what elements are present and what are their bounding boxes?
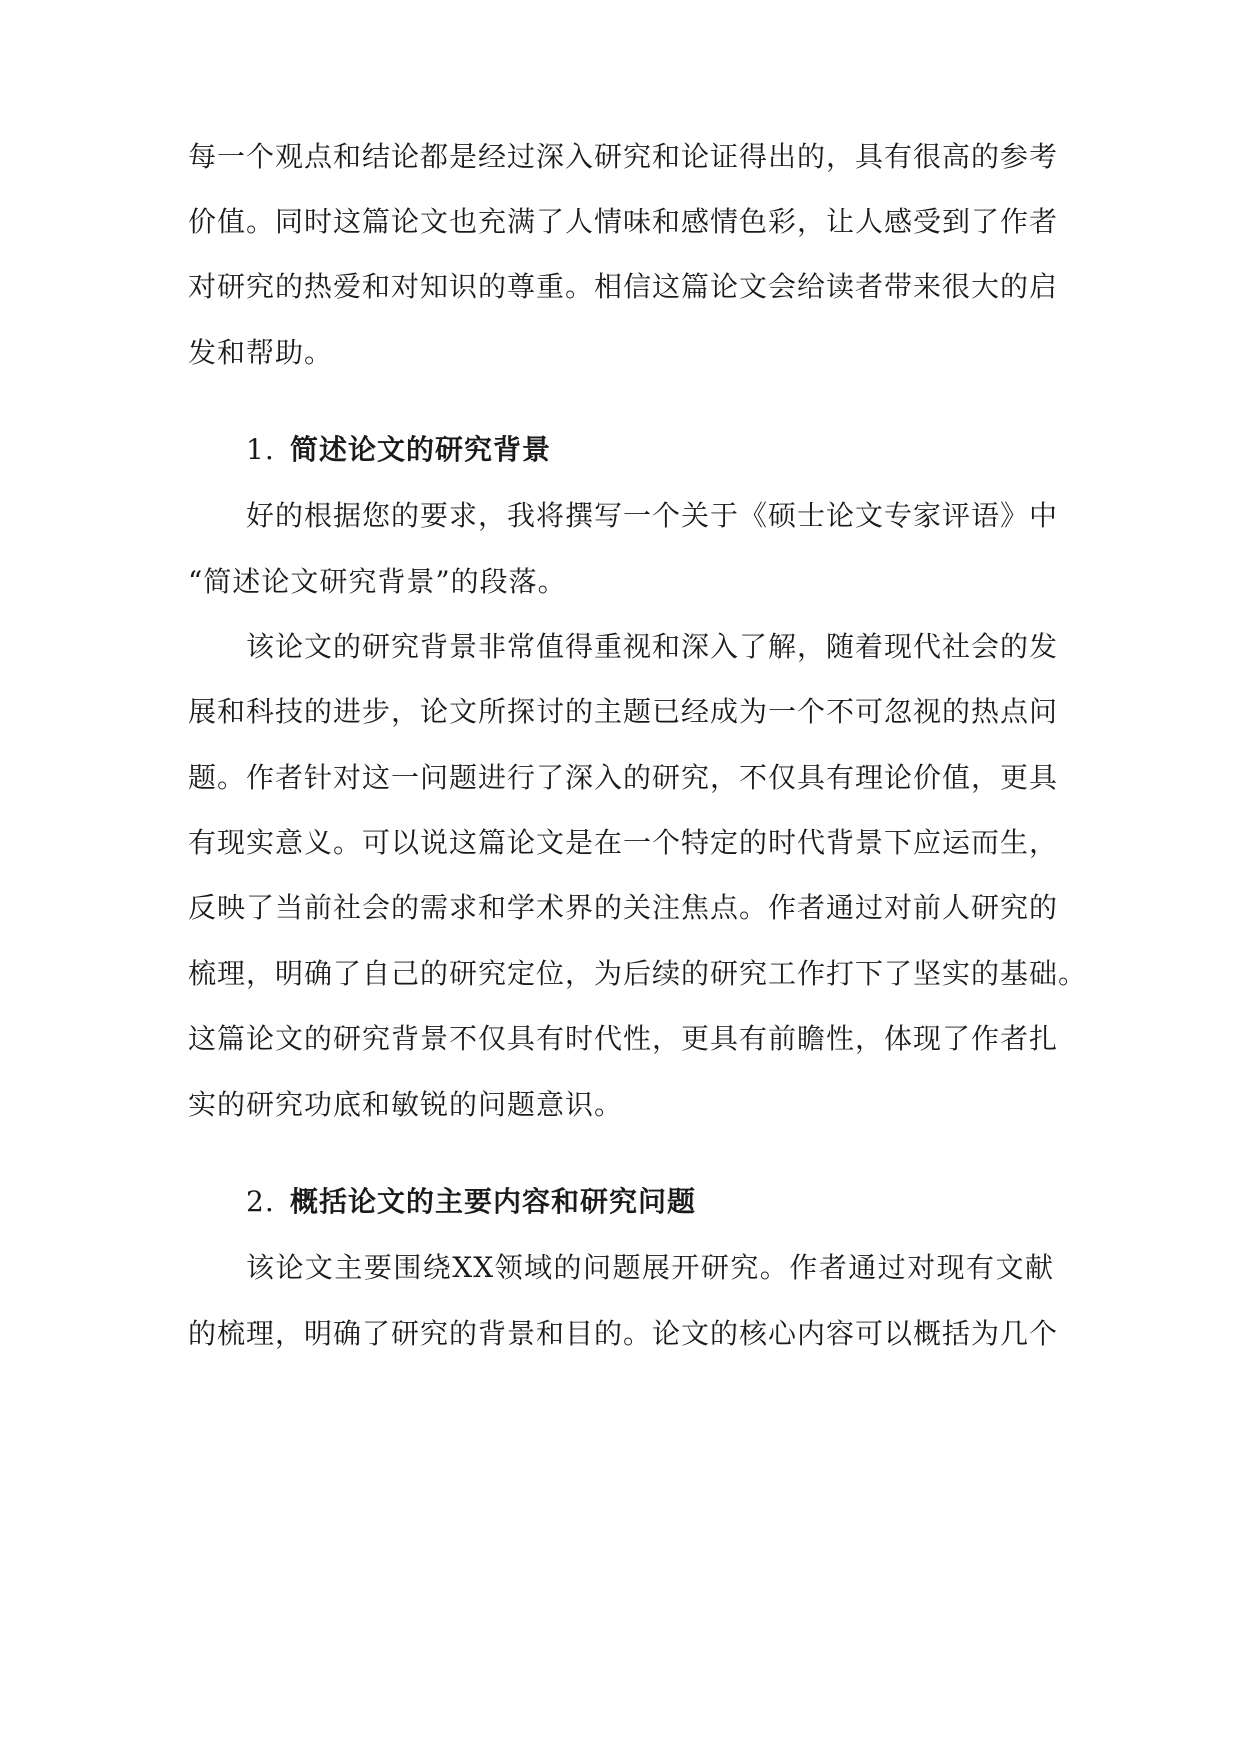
section-1-heading (246, 430, 551, 470)
s2-p1-line-1: 该论文主要围绕XX领域的问题展开研究。作者通过对现有文献 (246, 1251, 1054, 1284)
section-2-heading (246, 1182, 696, 1222)
s1-p2-line-7: 这篇论文的研究背景不仅具有时代性，更具有前瞻性，体现了作者扎 (188, 1022, 1059, 1055)
intro-line-2: 价值。同时这篇论文也充满了人情味和感情色彩，让人感受到了作者 (188, 205, 1059, 238)
intro-line-3: 对研究的热爱和对知识的尊重。相信这篇论文会给读者带来很大的启 (188, 270, 1059, 303)
s1-p2-line-3: 题。作者针对这一问题进行了深入的研究，不仅具有理论价值，更具 (188, 761, 1059, 794)
section-1-number: 1. (246, 433, 275, 466)
intro-line-4: 发和帮助。 (188, 336, 334, 369)
s1-p2-line-1: 该论文的研究背景非常值得重视和深入了解，随着现代社会的发 (246, 630, 1059, 663)
s1-p2-line-2: 展和科技的进步，论文所探讨的主题已经成为一个不可忽视的热点问 (188, 695, 1059, 728)
s1-p1-line-2: “简述论文研究背景”的段落。 (188, 565, 567, 598)
s1-p2-line-5: 反映了当前社会的需求和学术界的关注焦点。作者通过对前人研究的 (188, 891, 1059, 924)
section-2-title: 概括论文的主要内容和研究问题 (290, 1185, 697, 1218)
section-1-title: 简述论文的研究背景 (290, 433, 552, 466)
intro-line-1: 每一个观点和结论都是经过深入研究和论证得出的，具有很高的参考 (188, 140, 1059, 173)
s1-p2-line-8: 实的研究功底和敏锐的问题意识。 (188, 1088, 624, 1121)
s1-p2-line-4: 有现实意义。可以说这篇论文是在一个特定的时代背景下应运而生， (188, 826, 1059, 859)
s1-p1-line-1: 好的根据您的要求，我将撰写一个关于《硕士论文专家评语》中 (246, 499, 1059, 532)
s2-p1-line-2: 的梳理，明确了研究的背景和目的。论文的核心内容可以概括为几个 (188, 1317, 1059, 1350)
s1-p2-line-6: 梳理，明确了自己的研究定位，为后续的研究工作打下了坚实的基础。 (188, 957, 1088, 990)
section-2-number: 2. (246, 1185, 275, 1218)
